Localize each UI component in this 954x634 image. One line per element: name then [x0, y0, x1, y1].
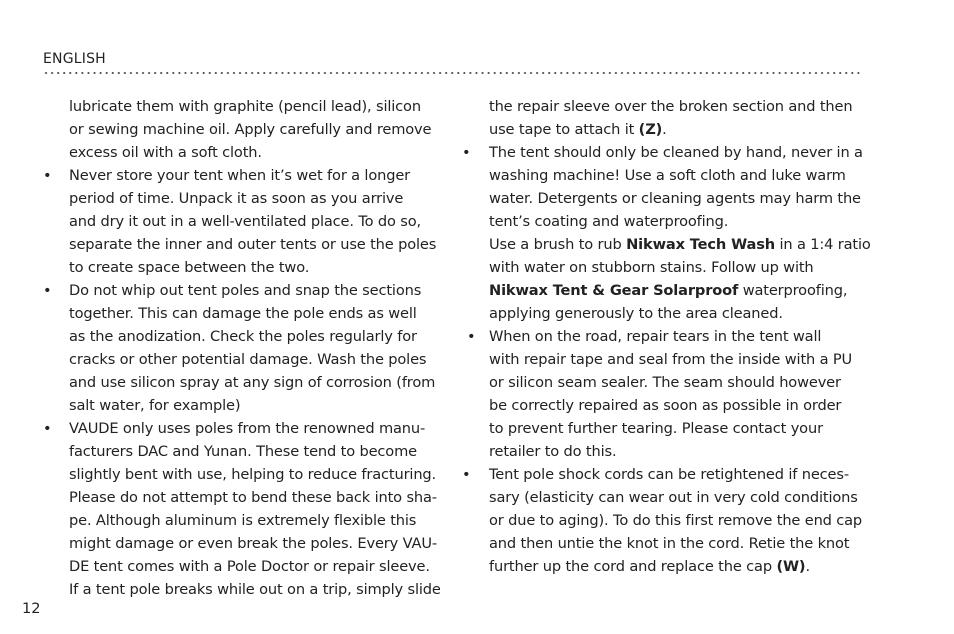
text-line: to prevent further tearing. Please contact your: [489, 420, 823, 437]
right-column: [462, 95, 871, 578]
text-line: facturers DAC and Yunan. These tend to become: [69, 443, 417, 460]
list-item: [43, 164, 441, 279]
left-column: [43, 95, 441, 601]
text-line: or silicon seam sealer. The seam should however: [489, 374, 841, 391]
list-item: [462, 463, 867, 578]
bullet: •: [43, 420, 52, 437]
text-line: If a tent pole breaks while out on a trip, simply slide: [69, 581, 441, 598]
text-line: Do not whip out tent poles and snap the sections: [69, 282, 422, 299]
text-line: pe. Although aluminum is extremely flexible this: [69, 512, 417, 529]
text-line: Never store your tent when it’s wet for a longer: [69, 167, 411, 184]
text-line: excess oil with a soft cloth.: [69, 144, 262, 161]
text-line: the repair sleeve over the broken section and then: [489, 98, 853, 115]
text-line: with repair tape and seal from the inside with a PU: [489, 351, 853, 368]
bullet: •: [462, 466, 471, 483]
dotted-divider: [43, 70, 861, 76]
text-line: be correctly repaired as soon as possible in order: [489, 397, 842, 414]
product-name: Nikwax Tech Wash: [626, 236, 775, 253]
text-line: The tent should only be cleaned by hand, never in a: [489, 144, 863, 161]
text-line: Please do not attempt to bend these back into sha-: [69, 489, 437, 506]
text-line: [489, 233, 871, 256]
text-line: to create space between the two.: [69, 259, 310, 276]
list-item: [43, 279, 441, 417]
bullet: •: [43, 167, 52, 184]
text-span: .: [805, 558, 810, 575]
text-line: [489, 555, 867, 578]
text-line: salt water, for example): [69, 397, 241, 414]
text-line: Tent pole shock cords can be retightened if neces-: [489, 466, 849, 483]
list-item: [467, 325, 867, 463]
page-number: 12: [22, 600, 41, 617]
text-line: When on the road, repair tears in the tent wall: [489, 328, 822, 345]
text-line: and then untie the knot in the cord. Retie the knot: [489, 535, 850, 552]
text-span: further up the cord and replace the cap: [489, 558, 777, 575]
text-span: use tape to attach it: [489, 121, 639, 138]
text-line: or sewing machine oil. Apply carefully and remove: [69, 121, 432, 138]
bullet: •: [467, 328, 476, 345]
text-line: DE tent comes with a Pole Doctor or repair sleeve.: [69, 558, 430, 575]
text-line: VAUDE only uses poles from the renowned manu-: [69, 420, 426, 437]
text-line: and dry it out in a well-ventilated place. To do so,: [69, 213, 421, 230]
product-name: Nikwax Tent & Gear Solarproof: [489, 282, 739, 299]
text-line: water. Detergents or cleaning agents may harm the: [489, 190, 861, 207]
text-line: washing machine! Use a soft cloth and luke warm: [489, 167, 846, 184]
text-span: .: [662, 121, 667, 138]
text-line: retailer to do this.: [489, 443, 617, 460]
text-line: [489, 118, 867, 141]
text-line: as the anodization. Check the poles regularly for: [69, 328, 417, 345]
text-line: with water on stubborn stains. Follow up with: [489, 259, 814, 276]
text-line: applying generously to the area cleaned.: [489, 305, 783, 322]
language-header: ENGLISH: [43, 51, 106, 67]
text-line: or due to aging). To do this first remove the end cap: [489, 512, 863, 529]
text-line: tent’s coating and waterproofing.: [489, 213, 729, 230]
bullet: •: [462, 144, 471, 161]
text-line: and use silicon spray at any sign of corrosion (from: [69, 374, 436, 391]
bullet: •: [43, 282, 52, 299]
figure-ref: (W): [776, 558, 806, 575]
text-line: slightly bent with use, helping to reduce fracturing.: [69, 466, 437, 483]
text-line: sary (elasticity can wear out in very cold conditions: [489, 489, 858, 506]
text-line: might damage or even break the poles. Every VAU-: [69, 535, 437, 552]
text-line: period of time. Unpack it as soon as you arrive: [69, 190, 404, 207]
text-line: separate the inner and outer tents or use the poles: [69, 236, 437, 253]
text-line: together. This can damage the pole ends as well: [69, 305, 417, 322]
text-span: Use a brush to rub: [489, 236, 627, 253]
text-span: waterproofing,: [738, 282, 848, 299]
text-line: lubricate them with graphite (pencil lead), silicon: [69, 98, 421, 115]
list-item: [43, 417, 441, 601]
text-span: in a 1:4 ratio: [774, 236, 871, 253]
figure-ref: (Z): [638, 121, 663, 138]
text-line: [489, 279, 867, 302]
text-line: cracks or other potential damage. Wash the poles: [69, 351, 427, 368]
list-item: [462, 141, 871, 325]
